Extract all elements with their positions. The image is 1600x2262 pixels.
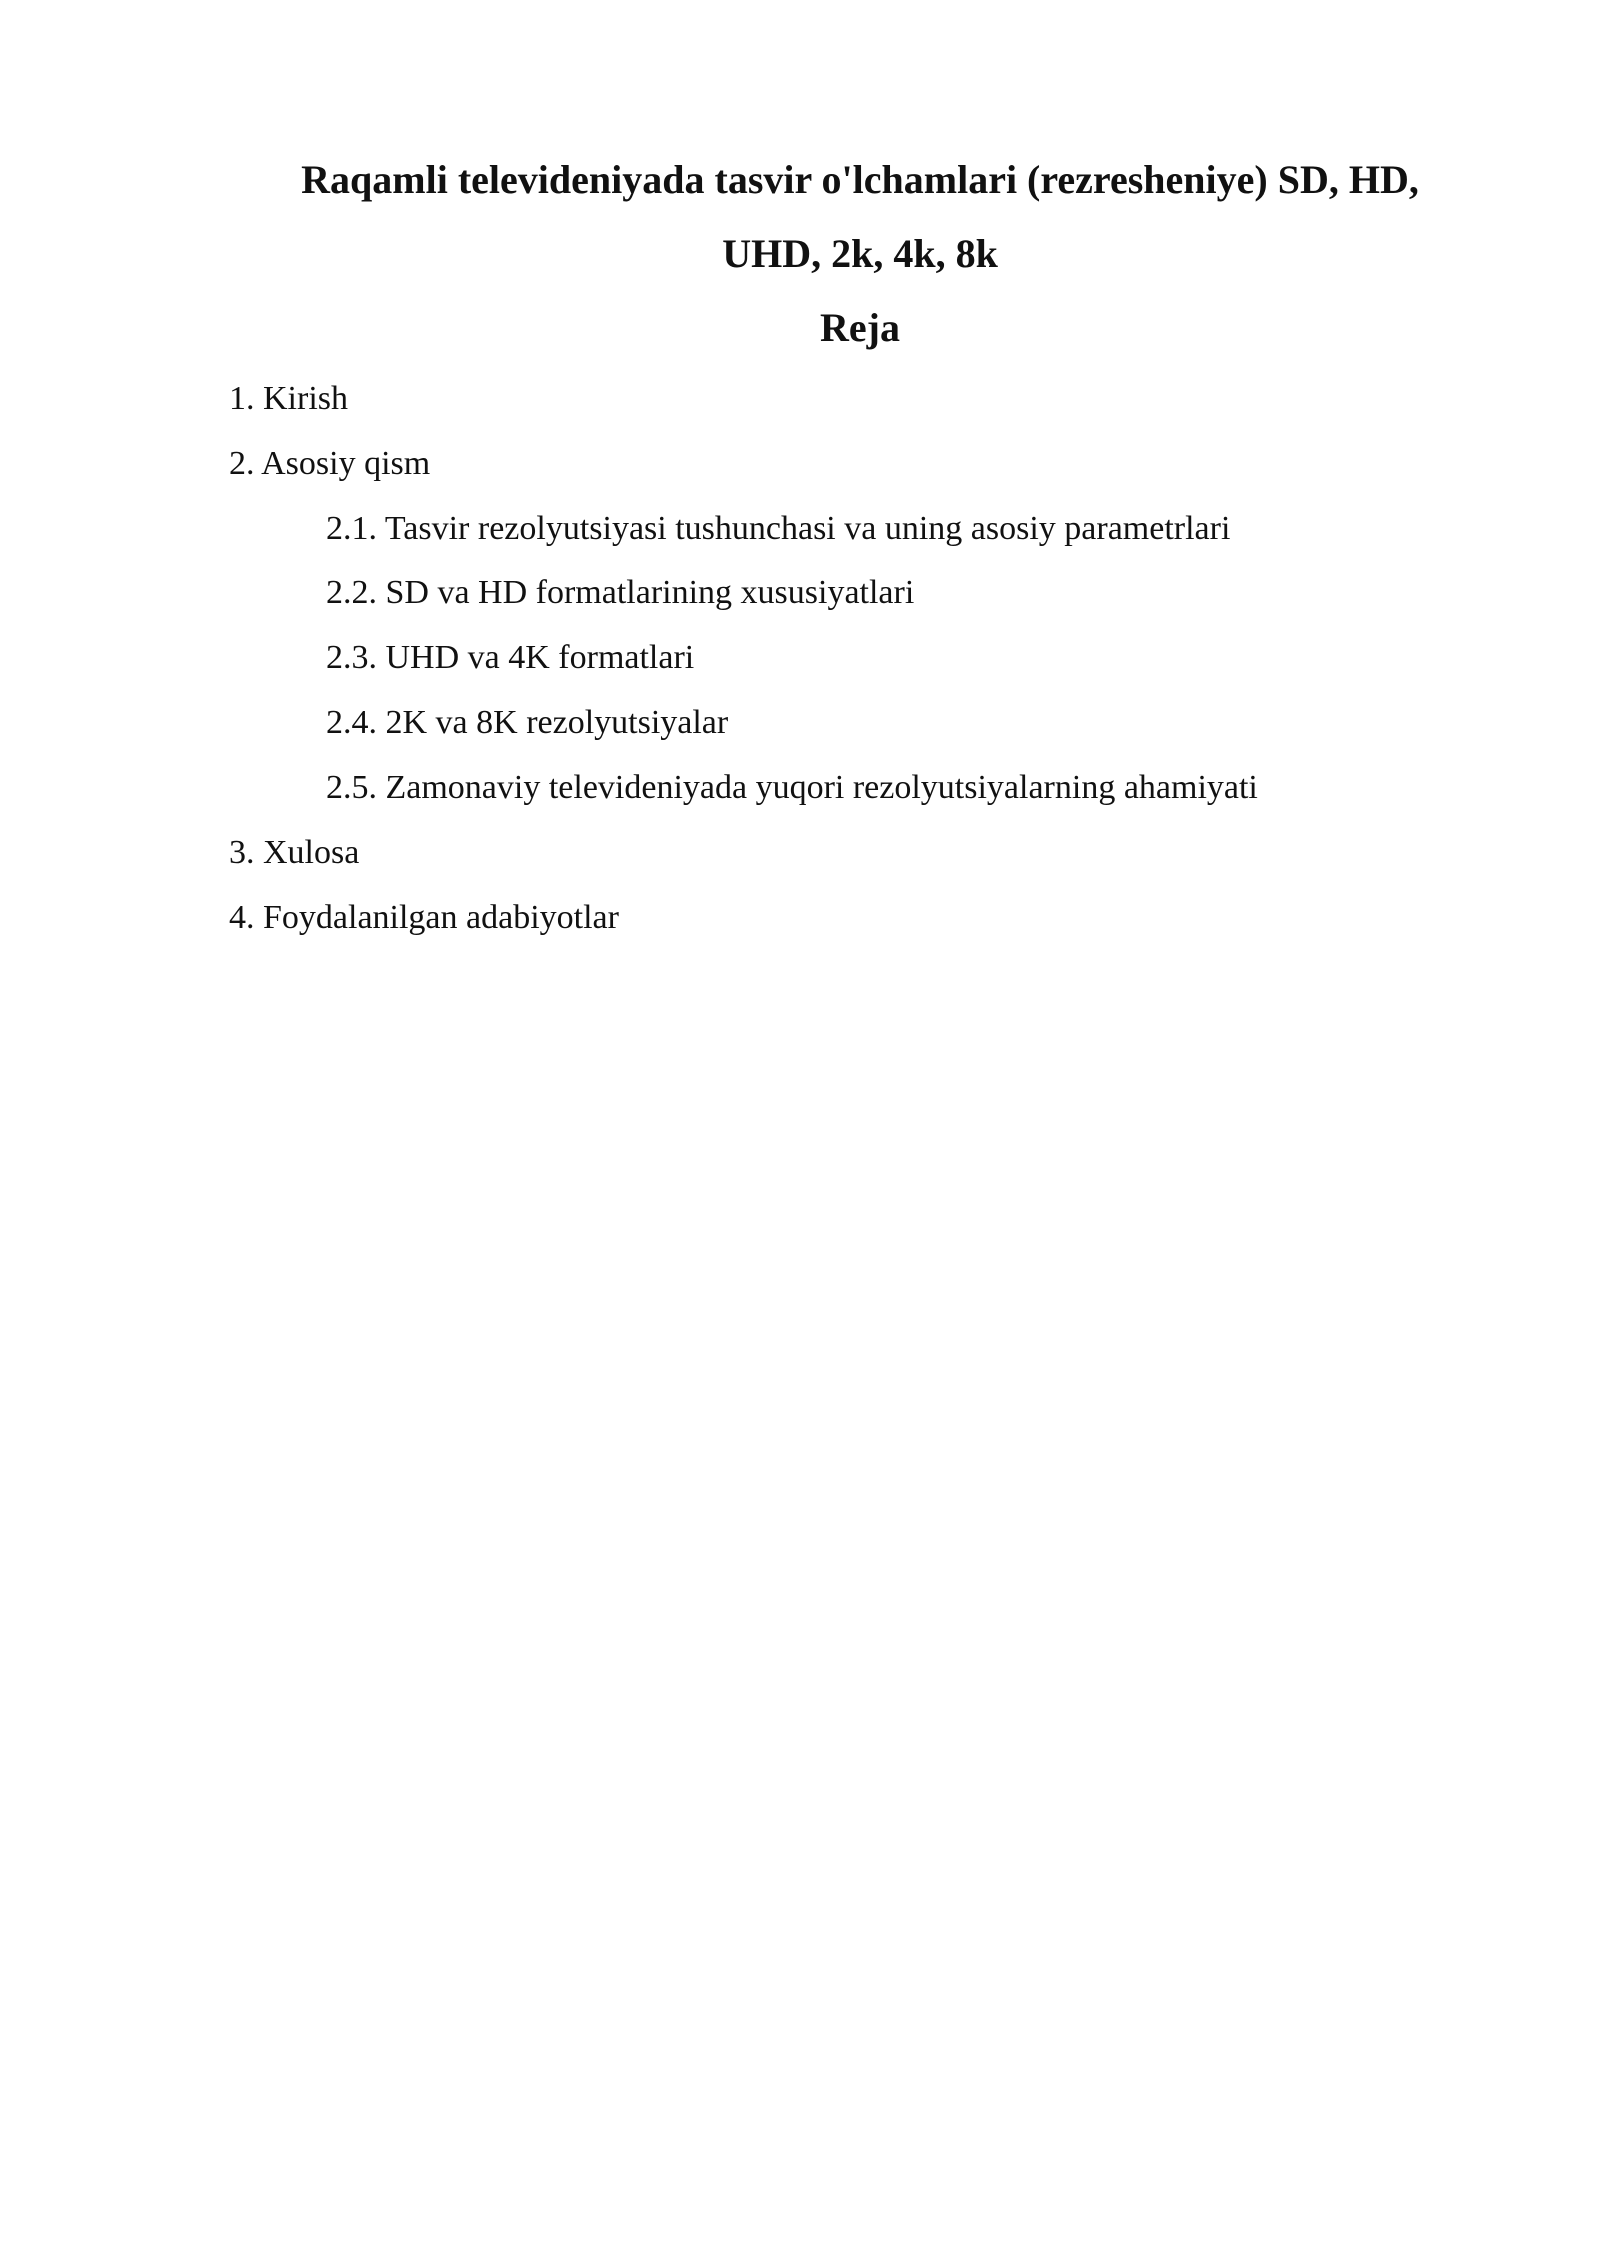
toc-item-introduction: 1. Kirish [229,380,348,417]
toc-subitem-2-4: 2.4. 2K va 8K rezolyutsiyalar [326,704,729,741]
toc-subitem-2-5: 2.5. Zamonaviy televideniyada yuqori rezolyutsiyalarning ahamiyati [326,769,1258,806]
toc-subitem-2-1: 2.1. Tasvir rezolyutsiyasi tushunchasi va uning asosiy parametrlari [326,510,1231,547]
toc-item-main-part: 2. Asosiy qism [229,445,431,482]
toc-item-conclusion: 3. Xulosa [229,834,360,871]
document-title-line-1: Raqamli televideniyada tasvir o'lchamlari (rezresheniye) SD, HD, [301,157,1419,202]
toc-item-references: 4. Foydalanilgan adabiyotlar [229,899,619,936]
toc-subitem-2-2: 2.2. SD va HD formatlarining xususiyatlari [326,574,915,611]
toc-subitem-2-3: 2.3. UHD va 4K formatlari [326,639,695,676]
document-title-line-2: UHD, 2k, 4k, 8k [722,231,998,276]
plan-heading: Reja [820,305,900,350]
